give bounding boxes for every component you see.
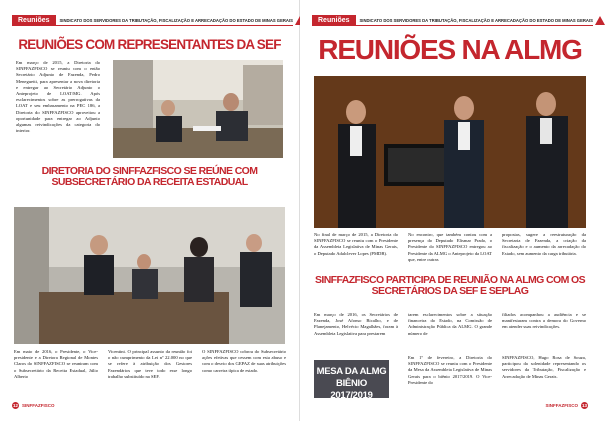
- left-page: [0, 0, 300, 421]
- mini-logo: SINFFAZFISCO: [545, 403, 578, 408]
- mesa-col-1: Em 1º de fevereiro, a Diretoria do SINFFAZFISCO se reuniu com o Presidente da Mesa da Assembleia Legislativa de Minas Gerais para o biênio 2017/2019. O Vice-Presidente do: [408, 355, 492, 385]
- right-col-3: propostas, sugere a reestruturação da Secretaria de Fazenda, a criação da fiscalização e o aumento da arrecadação do Estado, sem aumento da carga tributária.: [502, 232, 586, 256]
- logo-icon: [595, 16, 605, 25]
- right-col-2: No encontro, que também contou com a presença do Deputado Elismar Prado, o Presidente do SINFFAZFISCO entregou ao Presidente da ALMG o Anteprojeto da LOAT que, entre outras: [408, 232, 492, 262]
- right-sub-col-2-text: tarem esclarecimentos sobre a situação financeira do Estado, na Comissão de Administração Pública da ALMG.: [408, 312, 492, 330]
- meeting-photo-almg: [314, 76, 586, 228]
- mesa-col-2: SINFFAZFISCO, Hugo Rosa de Souza, participou da solenidade representando os servidores da Tributação, Fiscalização e Arrecadação de Minas Gerais.: [502, 355, 586, 379]
- right-sub-col-4: filiados acompanhou a audiência e se manifestaram contra a demora do Governo em atender suas reivindicações.: [502, 312, 586, 330]
- right-col-1: No final de março de 2015, a Diretoria do SINFFAZFISCO se reuniu com o Presidente da Assembleia Legislativa de Minas Gerais, o Deputado Adalclever Lopes (PMDB).: [314, 232, 398, 256]
- page-header: [312, 15, 593, 26]
- right-title: REUNIÕES NA ALMG: [318, 34, 582, 65]
- page-header: [12, 15, 293, 26]
- intro-text: Em março de 2015, a Diretoria do SINFFAZFISCO se reuniu com o então Secretário Adjunto de Fazenda, Pedro Meneguetti, para apresentar a nova diretoria e entregar ao Secretário Adjunto o Anteprojeto de LOAT/MG. Após esclarecimentos sobre as prerrogativas da LOAT e seu embasamento na PEC 186, a Diretoria do SINFFAZFISCO aproveitou a oportunidade para entregar ao Adjunto algumas reivindicações da categoria do interior.: [16, 60, 100, 134]
- right-sub-col-1: Em março de 2016, os Secretários de Fazenda, José Afonso Bicalho, e de Planejamento, Helvécio Magalhães, foram à Assembleia Legislativa para prestarem: [314, 312, 398, 336]
- left-col-3: O SINFFAZFISCO cobrou do Subsecretário ações efetivas que cessem com esta abuso e com o desvio dos GEPAZ de suas atribuições como carreira típica de estado.: [202, 349, 286, 373]
- left-title: REUNIÕES COM REPRESENTANTES DA SEF: [18, 37, 281, 52]
- page-number-left: [12, 402, 55, 409]
- mesa-box: MESA DA ALMG BIÊNIO 2017/2019: [314, 360, 389, 398]
- right-page: [300, 0, 600, 421]
- page-number: 13: [581, 403, 587, 408]
- meeting-photo-receita: [14, 207, 285, 344]
- header-band: SINDICATO DOS SERVIDORES DA TRIBUTAÇÃO, FISCALIZAÇÃO E ARRECADAÇÃO DO ESTADO DE MINAS GERAIS: [56, 15, 293, 26]
- meeting-photo-sef: [113, 60, 283, 158]
- left-col-2: Vicentini. O principal assunto da reunião foi o não cumprimento da Lei nº 22.000 no que se refere à atribuição dos Gestores Fazendários que teve todo esse longo trabalho substituído na SEF.: [108, 349, 192, 379]
- right-sub-col-3-text: O grande número de: [408, 324, 492, 336]
- page-number: 12: [12, 403, 18, 408]
- section-tag: Reuniões: [312, 15, 356, 26]
- page-number-right: [546, 402, 589, 409]
- right-subtitle: SINFFAZFISCO PARTICIPA DE REUNIÃO NA ALMG COM OS SECRETÁRIOS DA SEF E SEPLAG: [314, 274, 586, 298]
- right-sub-col-2: [408, 312, 492, 337]
- left-col-1: Em maio de 2016, o Presidente, o Vice-presidente e a Diretora Regional de Montes Claros do SINFFAZFISCO se reuniram com o Subsecretário da Receita Estadual, Júlio Alberto: [14, 349, 98, 379]
- mini-logo: SINFFAZFISCO: [22, 403, 55, 408]
- section-tag: Reuniões: [12, 15, 56, 26]
- left-subtitle: DIRETORIA DO SINFFAZFISCO SE REÚNE COM SUBSECRETÁRIO DA RECEITA ESTADUAL: [41, 165, 258, 189]
- header-band: SINDICATO DOS SERVIDORES DA TRIBUTAÇÃO, FISCALIZAÇÃO E ARRECADAÇÃO DO ESTADO DE MINAS GERAIS: [356, 15, 593, 26]
